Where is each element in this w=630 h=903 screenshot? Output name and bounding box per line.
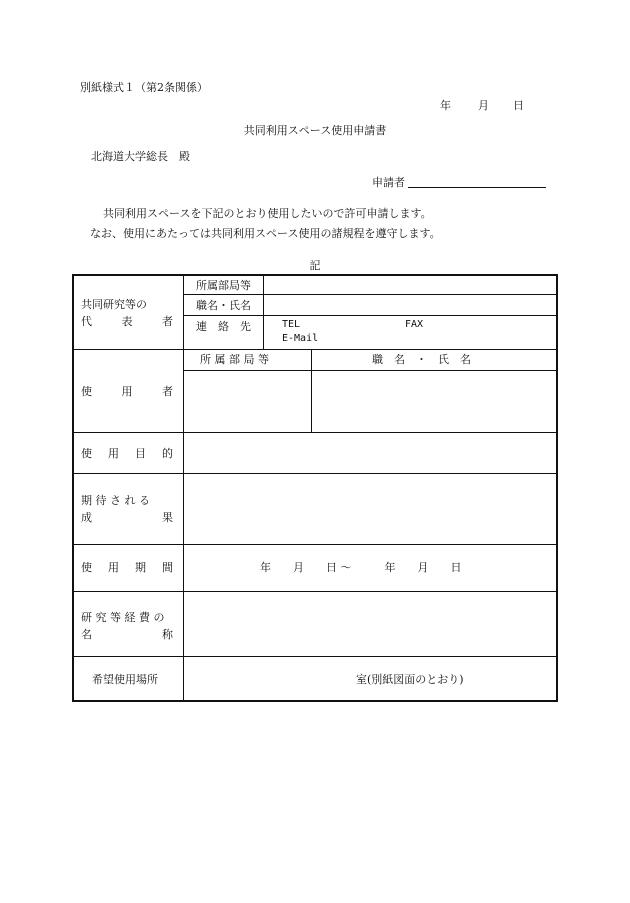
request-statement: 共同利用スペースを下記のとおり使用したいので許可申請します。 [103, 207, 432, 220]
rep-label-line1: 共同研究等の [81, 298, 147, 311]
funding-field[interactable] [184, 592, 557, 656]
users-dept-field[interactable] [184, 371, 311, 432]
rep-dept-field[interactable] [264, 275, 557, 294]
purpose-label: 使 用 目 的 [81, 447, 173, 460]
results-label-line1: 期 待 さ れ る [81, 494, 150, 507]
location-field[interactable]: 室(別紙図面のとおり) [356, 673, 464, 686]
form-number: 別紙様式１（第2条関係） [80, 81, 208, 94]
date-day-label: 日 [513, 99, 524, 112]
rep-position-field[interactable] [264, 295, 557, 315]
applicant-signature-line[interactable] [408, 187, 546, 188]
email-label: E-Mail [282, 333, 319, 344]
document-title: 共同利用スペース使用申請書 [243, 124, 387, 137]
users-dept-header: 所 属 部 局 等 [200, 353, 269, 366]
rep-position-label: 職名・氏名 [196, 299, 251, 312]
row-divider-results [72, 544, 558, 545]
fax-label: FAX [405, 319, 424, 330]
row-divider-representative [72, 349, 558, 350]
date-year-label: 年 [440, 99, 451, 112]
ki-heading: 記 [309, 259, 321, 272]
users-name-header: 職 名 ・ 氏 名 [372, 353, 471, 366]
period-dates[interactable]: 年 月 日 〜 年 月 日 [260, 561, 462, 574]
funding-label-line2: 名 称 [81, 628, 173, 641]
results-field[interactable] [184, 474, 557, 544]
applicant-label: 申請者 [372, 176, 405, 189]
location-label: 希望使用場所 [92, 673, 158, 686]
purpose-field[interactable] [184, 433, 557, 473]
rep-contact-label: 連 絡 先 [196, 320, 251, 333]
rep-dept-label: 所属部局等 [196, 279, 251, 292]
period-label: 使 用 期 間 [81, 561, 173, 574]
users-label: 使 用 者 [81, 385, 173, 398]
funding-label-line1: 研 究 等 経 費 の [81, 611, 165, 624]
addressee: 北海道大学総長 殿 [91, 150, 190, 163]
date-month-label: 月 [478, 99, 489, 112]
rep-label-line2: 代 表 者 [81, 315, 173, 328]
rep-subrow-divider-2 [183, 315, 558, 316]
row-divider-funding [72, 656, 558, 657]
compliance-statement: なお、使用にあたっては共同利用スペース使用の諸規程を遵守します。 [90, 227, 441, 240]
users-name-field[interactable] [312, 371, 557, 432]
tel-label: TEL [282, 319, 301, 330]
application-form-table [72, 274, 558, 702]
results-label-line2: 成 果 [81, 511, 173, 524]
